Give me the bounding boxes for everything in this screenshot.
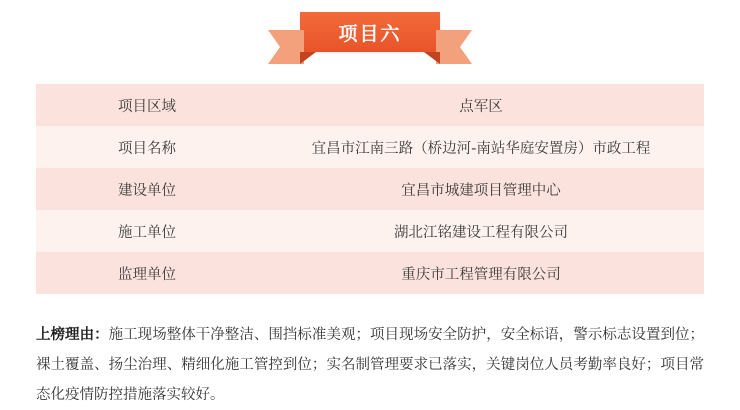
project-info-table-wrapper — [36, 84, 704, 294]
row-label: 监理单位 — [36, 252, 258, 294]
row-label: 建设单位 — [36, 168, 258, 210]
table-row — [36, 126, 704, 168]
ribbon-tail-left-icon — [268, 30, 304, 64]
row-label: 项目区域 — [36, 84, 258, 126]
banner-title: 项目六 — [338, 22, 402, 45]
table-row — [36, 252, 704, 294]
reason-title: 上榜理由： — [36, 327, 109, 343]
table-row — [36, 168, 704, 210]
reason-paragraph — [36, 320, 704, 410]
table-row — [36, 84, 704, 126]
row-value: 宜昌市江南三路（桥边河-南站华庭安置房）市政工程 — [258, 126, 704, 168]
ribbon-tail-right-icon — [436, 30, 472, 64]
ribbon-banner — [300, 12, 440, 52]
ribbon-fold-right-icon — [424, 52, 440, 64]
table-row — [36, 210, 704, 252]
project-info-table — [36, 84, 704, 294]
row-value: 重庆市工程管理有限公司 — [258, 252, 704, 294]
row-value: 湖北江铭建设工程有限公司 — [258, 210, 704, 252]
row-label: 施工单位 — [36, 210, 258, 252]
row-value: 宜昌市城建项目管理中心 — [258, 168, 704, 210]
reason-text: 施工现场整体干净整洁、围挡标准美观；项目现场安全防护，安全标语，警示标志设置到位；裸土覆盖、扬尘治理、精细化施工管控到位；实名制管理要求已落实，关键岗位人员考勤率良好；项目常态化疫情防控措施落实较好。 — [36, 327, 705, 403]
row-label: 项目名称 — [36, 126, 258, 168]
row-value: 点军区 — [258, 84, 704, 126]
banner — [0, 0, 740, 62]
ribbon-fold-left-icon — [300, 52, 316, 64]
